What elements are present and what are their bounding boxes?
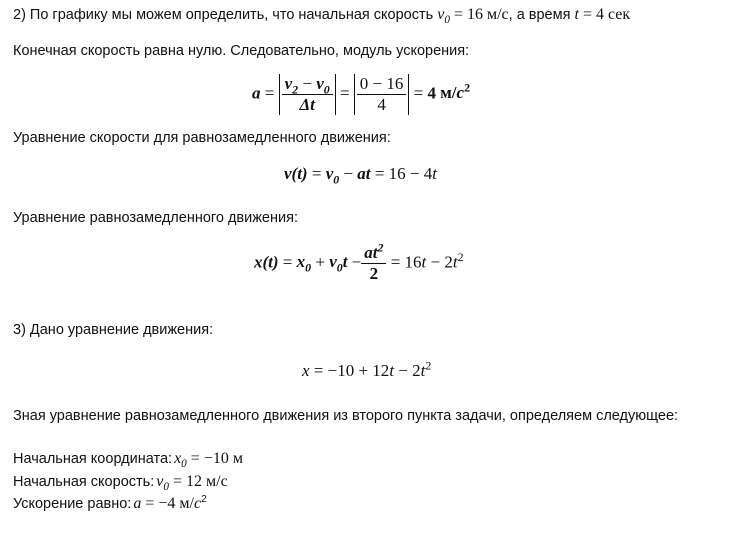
- given-motion-equation: $x = -10 + 12t - 2t^2$: [302, 358, 432, 380]
- velocity-formula: $v(t) = v_0$ − at = 16 − 4t: [284, 164, 437, 187]
- motion-equation-text: Уравнение равнозамедленного движения:: [13, 210, 298, 226]
- task2-intro: 2) По графику мы можем определить, что начальная скорость $v_0 = 16$ м/с, а время t = 4 сек: [13, 6, 631, 27]
- initial-velocity: Начальная скорость: $v_0 = 12$ м/с: [13, 473, 228, 494]
- conclusion-text: Зная уравнение равнозамедленного движения из второго пункта задачи, определяем следующее:: [13, 408, 679, 424]
- position-formula: $x(t) = x_0 + v_0t$ − $\frac{at^2}{2}$ = $16t - 2t^2$: [254, 240, 464, 283]
- velocity-equation-text: Уравнение скорости для равнозамедленного движения:: [13, 130, 391, 146]
- acceleration-formula: a = $\frac{v_2 - v_0}{\Delta t}$ = $\frac{0 - 16}{4}$ = 4 $м/c^2$: [252, 74, 471, 114]
- abs-value-1: $\frac{v_2 - v_0}{\Delta t}$: [279, 74, 336, 115]
- final-speed-text: Конечная скорость равна нулю. Следовательно, модуль ускорения:: [13, 43, 470, 59]
- task3-intro: 3) Дано уравнение движения:: [13, 322, 214, 338]
- initial-coordinate: Начальная координата: $x_0 = -10$ м: [13, 450, 243, 471]
- abs-value-2: $\frac{0 - 16}{4}$: [354, 74, 410, 115]
- acceleration-value: Ускорение равно: a = −4 $м/c^2$: [13, 494, 207, 512]
- v0-symbol: $v_0$: [437, 6, 450, 27]
